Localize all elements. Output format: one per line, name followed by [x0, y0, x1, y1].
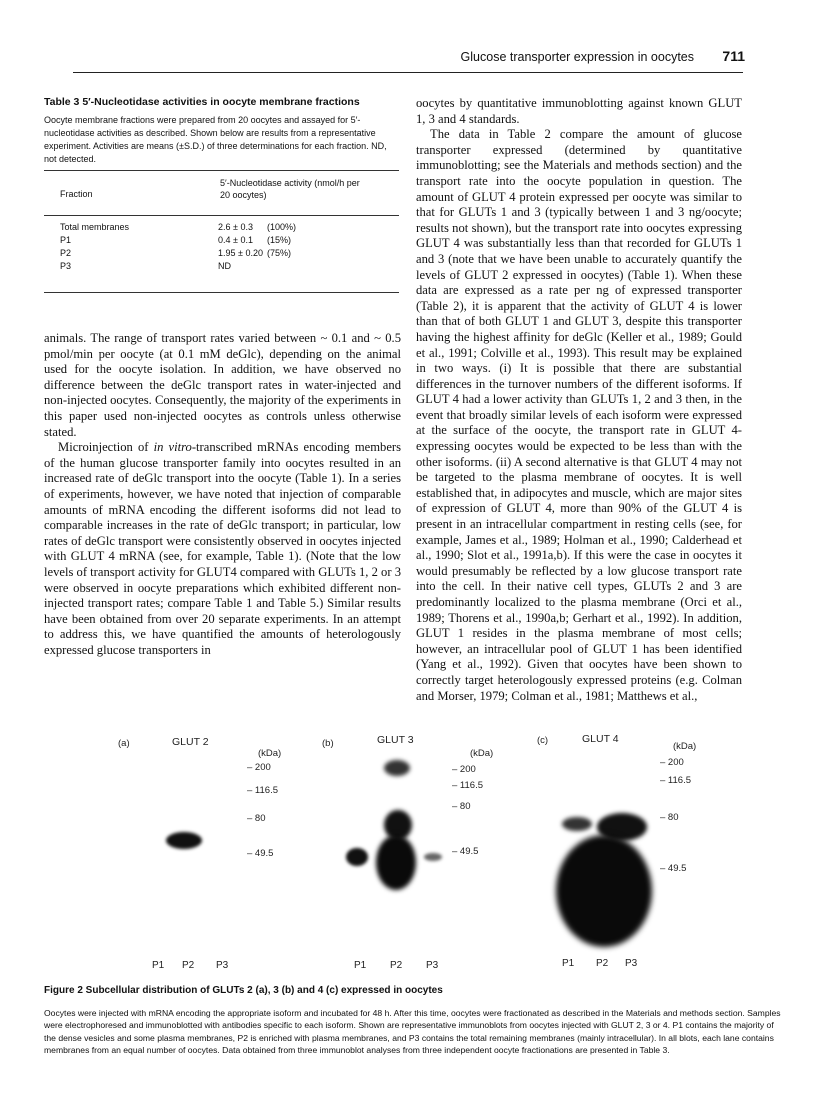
lane-label-p2: P2	[390, 960, 403, 971]
cell-percent: (15%)	[267, 235, 292, 245]
cell-activity: 2.6 ± 0.3	[218, 222, 253, 232]
cell-activity: 1.95 ± 0.20	[218, 248, 263, 258]
paragraph: animals. The range of transport rates varied between ~ 0.1 and ~ 0.5 pmol/min per oocyte (at 0.1 mM deGlc), depending on the animal used for the oocyte isolation. In addition, we have observed no difference between the deGlc transport rates in water-injected and non-injected oocytes. Consequently, the majority of the experiments in this paper used non-injected oocytes as controls unless otherwise stated.	[44, 331, 401, 439]
table-row	[44, 248, 399, 261]
blot-band	[346, 848, 368, 866]
cell-fraction: Total membranes	[60, 222, 130, 232]
lane-label-p3: P3	[216, 960, 229, 971]
cell-activity: ND	[218, 261, 231, 271]
page-number: 711	[722, 48, 745, 64]
marker-49-b: – 49.5	[452, 846, 479, 857]
blot-band	[384, 760, 410, 776]
table-rule-bottom	[44, 292, 399, 293]
blot-band	[376, 835, 416, 890]
marker-116-a: – 116.5	[247, 785, 278, 796]
lane-label-p2: P2	[182, 960, 195, 971]
lane-label-p1: P1	[562, 958, 575, 969]
cell-percent: (100%)	[267, 222, 297, 232]
marker-80-a: – 80	[247, 813, 266, 824]
lane-label-p3: P3	[625, 958, 638, 969]
cell-fraction: P2	[60, 248, 72, 258]
marker-200-a: – 200	[247, 762, 271, 773]
table-title: Table 3 5′-Nucleotidase activities in oocyte membrane fractions	[44, 96, 360, 108]
marker-80-c: – 80	[660, 812, 679, 823]
marker-49-a: – 49.5	[247, 848, 274, 859]
lane-label-p1: P1	[152, 960, 165, 971]
kda-label-b: (kDa)	[470, 748, 494, 759]
col-activity-header: 5′-Nucleotidase activity (nmol/h per 20 oocytes)	[220, 178, 360, 200]
paragraph: oocytes by quantitative immunoblotting against known GLUT 1, 3 and 4 standards.	[416, 96, 742, 126]
paragraph	[44, 440, 401, 658]
table-body	[44, 216, 399, 292]
cell-percent: (75%)	[267, 248, 292, 258]
cell-activity: 0.4 ± 0.1	[218, 235, 253, 245]
marker-200-b: – 200	[452, 764, 476, 775]
figure-2	[0, 715, 816, 995]
blot-band	[562, 817, 592, 831]
marker-80-b: – 80	[452, 801, 471, 812]
cell-fraction: P1	[60, 235, 72, 245]
table-row	[44, 222, 399, 235]
col-fraction-header: Fraction	[60, 189, 93, 199]
running-title: Glucose transporter expression in oocytes	[460, 50, 694, 64]
marker-200-c: – 200	[660, 757, 684, 768]
blot-band	[424, 853, 442, 861]
panel-c-title: GLUT 4	[582, 733, 619, 745]
cell-fraction: P3	[60, 261, 72, 271]
panel-a-title: GLUT 2	[172, 736, 209, 748]
text-run: -transcribed mRNAs encoding members of the human glucose transporter family into oocytes resulted in an increased rate of deGlc transport into the oocyte (Table 1). In a series of experiments, however, we have noted that injection of comparable amounts of mRNA encoding the different isoforms did not lead to comparable increases in the rate of deGlc transport; in particular, low rates of deGlc transport were consistently observed in oocytes injected with GLUT 4 mRNA (see, for example, Table 1). (Note that the low levels of transport activity for GLUT4 compared with GLUTs 1, 2 or 3 were observed in oocyte preparations which exhibited different non-injected transport rates; compare Table 1 and Table 5.) Similar results have been obtained from over 20 separate experiments. In an attempt to address this, we have quantified the amounts of heterologously expressed glucose transporters in	[44, 440, 402, 657]
panel-c-label: (c)	[537, 735, 549, 746]
blot-band	[166, 832, 202, 849]
kda-label-c: (kDa)	[673, 741, 697, 752]
marker-49-c: – 49.5	[660, 863, 687, 874]
figure-title: Figure 2 Subcellular distribution of GLUTs 2 (a), 3 (b) and 4 (c) expressed in oocytes	[44, 985, 443, 996]
lane-label-p2: P2	[596, 958, 609, 969]
panel-b-title: GLUT 3	[377, 734, 414, 746]
table-row	[44, 235, 399, 248]
marker-116-b: – 116.5	[452, 780, 483, 791]
figure-caption: Oocytes were injected with mRNA encoding the appropriate isoform and incubated for 48 h. After this time, oocytes were fractionated as described in the Materials and methods section. Samples were electrophoresed and immunoblotted with antibodies specific to each isoform. Shown are representative immunoblots from oocytes injected with GLUT 2, 3 or 4. P1 contains the majority of the dense vesicles and some plasma membranes, P2 is enriched with plasma membranes, and P3 contains the total remaining membranes (mainly intracellular). In all blots, each lane contains membranes from an equal number of oocytes. Data obtained from three immunoblot analyses from three independent oocyte fractionations are presented in Table 3.	[44, 1008, 781, 1056]
left-column	[44, 331, 401, 658]
paragraph: The data in Table 2 compare the amount of glucose transporter expressed (determined by quantitative immunoblotting; see the Materials and methods section) and the transport rate into the oocyte population in question. The amount of GLUT 4 protein expressed per oocyte was similar to that for GLUTs 1 and 3 (typically between 1 and 3 ng/oocyte; results not shown), but the transport rate into oocytes expressing GLUT 4 was substantially less than that recorded for GLUTs 1 and 3 (note that we have been unable to accurately quantify the levels of GLUT 2 expressed in oocytes) (Table 1). When these data are expressed as a rate per ng of expressed transporter (Table 2), it is apparent that the activity of GLUT 4 is lower than that of both GLUT 1 and GLUT 3, despite this transporter having the highest affinity for deGlc (Keller et al., 1989; Gould et al., 1991; Colville et al., 1993). This result may be explained in two ways. (i) It is possible that there are substantial differences in the turnover numbers of the different isoforms. If GLUT 4 had a lower activity than GLUTs 1, 2 and 3 then, in the event that broadly similar levels of each isoform were expressed at the surface of the oocyte, the transport rate in GLUT 4-expressing oocytes would be expected to be less than with the other isoforms. (ii) A second alternative is that GLUT 4 may not be targeted to the plasma membrane of oocytes. It is well established that, in adipocytes and muscle, which are major sites of expression of GLUT 4, more than 90% of the GLUT 4 is present in an intracellular compartment in resting cells (see, for example, James et al., 1989; Holman et al., 1990; Calderhead et al., 1990; Slot et al., 1991a,b). If this were the case in oocytes it would presumably be reflected by a low glucose transport rate into the cell. In their native cell types, GLUTs 2 and 3 are predominantly localized to the plasma membrane (Orci et al., 1989; Thorens et al., 1990a,b; Gerhart et al., 1992). In addition, GLUT 1 resides in the plasma membrane of most cells; however, an intracellular pool of GLUT 1 has been identified (Yang et al., 1992). Given that oocytes have been shown to correctly target heterologously expressed proteins (e.g. Colman and Morser, 1979; Colman et al., 1981; Matthews et al.,	[416, 127, 742, 703]
header-rule	[73, 72, 743, 73]
lane-label-p3: P3	[426, 960, 439, 971]
panel-a-label: (a)	[118, 738, 130, 749]
marker-116-c: – 116.5	[660, 775, 691, 786]
blot-band	[556, 835, 652, 947]
table-3	[44, 170, 399, 293]
panel-b-label: (b)	[322, 738, 334, 749]
text-run: Microinjection of	[58, 440, 154, 455]
kda-label-a: (kDa)	[258, 748, 282, 759]
table-header	[44, 171, 399, 215]
table-note: Oocyte membrane fractions were prepared from 20 oocytes and assayed for 5′-nucleotidase activities as described. Shown below are results from a representative experiment. Activities are means (±S.D.) of three determinations for each fraction. ND, not detected.	[44, 115, 387, 164]
table-row	[44, 261, 399, 274]
right-column	[416, 96, 742, 704]
text-emphasis: in vitro	[153, 440, 192, 455]
lane-label-p1: P1	[354, 960, 367, 971]
